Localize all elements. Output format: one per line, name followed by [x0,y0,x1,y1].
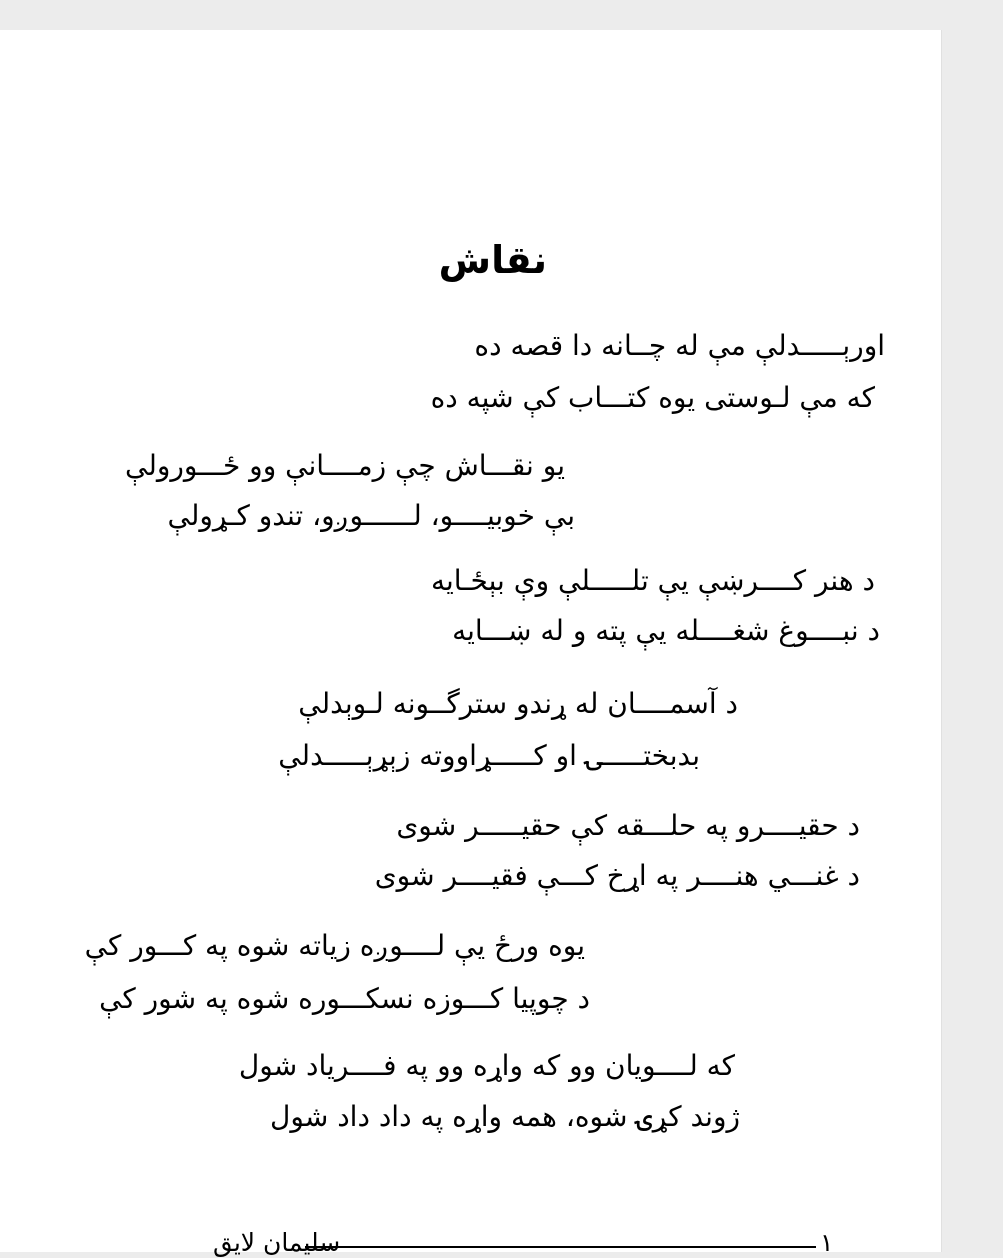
page-number: ١ [820,1228,834,1257]
poem-line: بدبختـــــۍ او كـــــړاووته زېړېـــــدلې [278,739,700,772]
poem-line: ژوند كړۍ شوه، همه واړه په داد داد شول [270,1100,740,1133]
poem-line: د چوپيا كـــوزه نسكـــوره شوه په شور كې [99,982,590,1015]
poem-line: بې خوبيــــو، لــــــوږو، تندو كـړولې [167,499,575,532]
poem-line: د آسمــــان له ړندو سترگــونه لـوېدلې [298,687,738,720]
poem-line: د غنـــي هنــــر په اړخ كـــې فقيــــر شوى [374,859,860,892]
poem-line: د نبــــوغ شغــــله يې پته و له ښـــايه [452,614,880,647]
footer-author: سليمان لايق [213,1228,341,1257]
poem-line: د حقيــــرو په حلـــقه كې حقيـــــر شوى [396,809,860,842]
poem-line: كه مې لـوستى يوه كتـــاب كې شپه ده [430,381,875,414]
poem-line: اورېـــــدلې مې له چــانه دا قصه ده [474,329,885,362]
poem-line: د هنر كــــرښې يې تلـــــلې وې بېځـايه [430,564,875,597]
poem-title: نقاش [438,238,547,282]
poem-line: كه لــــويان وو كه واړه وو په فــــرياد شول [238,1049,735,1082]
document-page [0,30,942,1257]
footer-rule [305,1246,816,1248]
poem-line: يو نقـــاش چې زمــــانې وو ځـــورولې [124,449,565,482]
poem-line: يوه ورځ يې لــــوږه زياته شوه په كـــور كې [84,929,585,962]
